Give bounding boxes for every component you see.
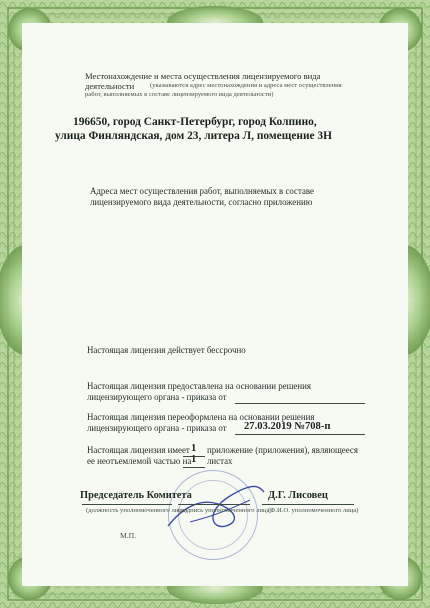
work-places-line2: лицензируемого вида деятельности, согласно приложению [90, 197, 313, 207]
name-underline [262, 504, 354, 505]
signatory-name: Д.Г. Лисовец [268, 490, 328, 501]
attachments-line2-post: листах [207, 456, 233, 466]
work-places-line1: Адреса мест осуществления работ, выполняемых в составе [90, 186, 314, 196]
reissue-line2: лицензирующего органа - приказа от [87, 423, 227, 433]
basis-line1: Настоящая лицензия предоставлена на основании решения [87, 381, 311, 391]
location-heading-line2: деятельности [85, 81, 135, 91]
signature-underline [178, 504, 250, 505]
position-underline [82, 504, 172, 505]
sheets-count: 1 [191, 454, 197, 465]
appendix-count: 1 [191, 443, 197, 454]
location-note-line2: работ, выполняемых в составе лицензируемого вида деятельности) [85, 91, 274, 98]
address-line1: 196650, город Санкт-Петербург, город Колпино, [73, 116, 317, 128]
basis-date-underline [235, 403, 365, 404]
basis-line2: лицензирующего органа - приказа от [87, 392, 227, 402]
position-caption: (должность уполномоченного лица) [86, 507, 187, 514]
location-note-line1: (указываются адрес местонахождения и адреса мест осуществления [150, 82, 342, 89]
attachments-line1-post: приложение (приложения), являющееся [207, 445, 358, 455]
signatory-position: Председатель Комитета [80, 490, 192, 501]
signature-caption: (подпись уполномоченного лица) [178, 507, 272, 514]
name-caption: (Ф.И.О. уполномоченного лица) [268, 507, 359, 514]
attachments-line2-pre: ее неотъемлемой частью на [87, 456, 192, 466]
reissue-underline [235, 434, 365, 435]
reissue-order: 27.03.2019 №708-п [244, 421, 331, 432]
stamp-place-mark: М.П. [120, 531, 137, 540]
address-line2: улица Финляндская, дом 23, литера Л, помещение 3Н [55, 130, 332, 142]
validity-text: Настоящая лицензия действует бессрочно [87, 345, 246, 355]
reissue-line1: Настоящая лицензия переоформлена на основании решения [87, 412, 315, 422]
attachments-line1-pre: Настоящая лицензия имеет [87, 445, 190, 455]
sheets-underline [183, 467, 205, 468]
location-heading-line1: Местонахождение и места осуществления лицензируемого вида [85, 71, 321, 81]
